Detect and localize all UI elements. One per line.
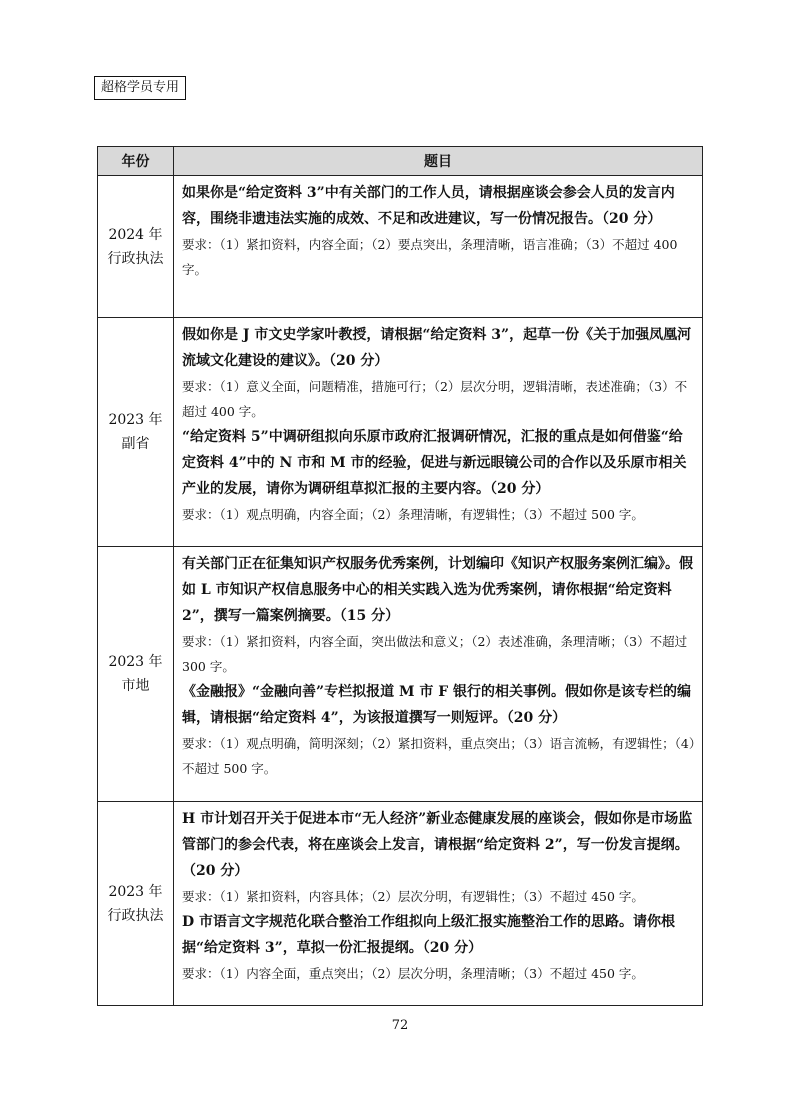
page-number: 72 — [391, 1018, 409, 1033]
question-requirement: 要求：（1）紧扣资料，内容具体；（2）层次分明，有逻辑性；（3）不超过 450 字。 — [182, 889, 644, 904]
question-requirement: 要求：（1）观点明确，简明深刻；（2）紧扣资料，重点突出；（3）语言流畅，有逻辑性；（4）不超过 500 字。 — [182, 736, 696, 776]
exam-type-label: 行政执法 — [107, 250, 164, 267]
exam-type-label: 市地 — [121, 678, 150, 694]
exam-questions-table — [97, 146, 703, 1006]
table-row — [98, 547, 703, 802]
table-row — [98, 318, 703, 547]
year-cell — [98, 547, 174, 802]
audience-tag: 超格学员专用 — [94, 76, 186, 100]
question-cell — [174, 802, 703, 1006]
table-row — [98, 176, 703, 318]
question-requirement: 要求：（1）观点明确，内容全面；（2）条理清晰，有逻辑性；（3）不超过 500 字。 — [182, 507, 644, 522]
question-prompt: “给定资料 5”中调研组拟向乐原市政府汇报调研情况，汇报的重点是如何借鉴“给定资料 4”中的 N 市和 M 市的经验，促进与新远眼镜公司的合作以及乐原市相关产业的发展，请你为调研组草拟汇报的主要内容。（20 分） — [182, 429, 687, 497]
question-cell — [174, 176, 703, 318]
exam-type-label: 副省 — [121, 436, 150, 452]
year-cell — [98, 176, 174, 318]
header-year: 年份 — [98, 147, 174, 176]
question-prompt: 如果你是“给定资料 3”中有关部门的工作人员，请根据座谈会参会人员的发言内容，围绕非遗违法实施的成效、不足和改进建议，写一份情况报告。（20 分） — [182, 185, 675, 227]
question-requirement: 要求：（1）内容全面，重点突出；（2）层次分明，条理清晰；（3）不超过 450 字。 — [182, 966, 644, 981]
year-label: 2023 年 — [108, 654, 163, 670]
year-label: 2023 年 — [108, 412, 163, 428]
question-cell — [174, 318, 703, 547]
table-row — [98, 802, 703, 1006]
question-prompt: 假如你是 J 市文史学家叶教授，请根据“给定资料 3”，起草一份《关于加强凤凰河流域文化建设的建议》。（20 分） — [182, 327, 692, 369]
question-prompt: 有关部门正在征集知识产权服务优秀案例，计划编印《知识产权服务案例汇编》。假如 L 市知识产权信息服务中心的相关实践入选为优秀案例，请你根据“给定资料 2”，撰写一篇案例摘要。（15 分） — [182, 556, 693, 624]
year-cell — [98, 802, 174, 1006]
table-header-row — [98, 147, 703, 176]
year-cell — [98, 318, 174, 547]
question-prompt: H 市计划召开关于促进本市“无人经济”新业态健康发展的座谈会，假如你是市场监管部门的参会代表，将在座谈会上发言，请根据“给定资料 2”，写一份发言提纲。（20 分） — [182, 811, 693, 879]
year-label: 2024 年 — [108, 226, 163, 243]
question-requirement: 要求：（1）意义全面，问题精准，措施可行；（2）层次分明，逻辑清晰，表述准确；（3）不超过 400 字。 — [182, 379, 688, 419]
question-prompt: 《金融报》“金融向善”专栏拟报道 M 市 F 银行的相关事例。假如你是该专栏的编辑，请根据“给定资料 4”，为该报道撰写一则短评。（20 分） — [182, 684, 692, 726]
header-question: 题目 — [174, 147, 703, 176]
question-cell — [174, 547, 703, 802]
question-requirement: 要求：（1）紧扣资料，内容全面，突出做法和意义；（2）表述准确，条理清晰；（3）不超过 300 字。 — [182, 634, 688, 674]
exam-type-label: 行政执法 — [107, 907, 164, 924]
question-prompt: D 市语言文字规范化联合整治工作组拟向上级汇报实施整治工作的思路。请你根据“给定资料 3”，草拟一份汇报提纲。（20 分） — [182, 914, 676, 956]
year-label: 2023 年 — [108, 883, 163, 900]
question-requirement: 要求：（1）紧扣资料，内容全面；（2）要点突出，条理清晰，语言准确；（3）不超过 400 字。 — [182, 237, 678, 277]
